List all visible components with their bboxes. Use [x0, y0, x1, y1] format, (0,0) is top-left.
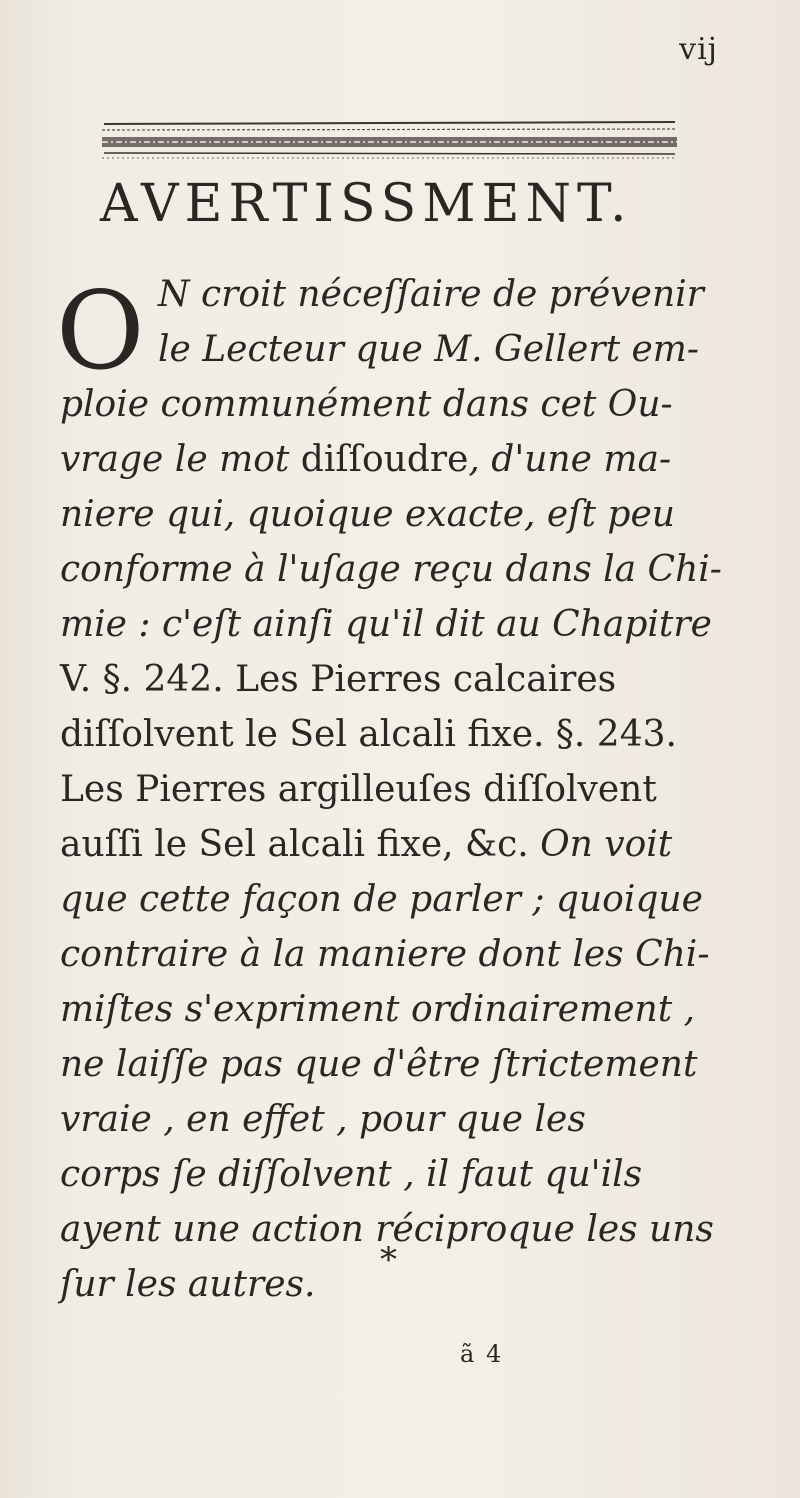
page-number: vij [679, 32, 718, 67]
signature-mark: ã 4 [460, 1340, 504, 1368]
text-line [60, 432, 750, 487]
text-segment: Les Pierres argilleuſes diſſolvent [60, 769, 657, 810]
text-segment: vrage le mot [60, 439, 301, 480]
text-segment: mie : c'eſt ainſi qu'il dit au Chapitre [60, 604, 712, 645]
text-segment: ploie communément dans cet Ou- [60, 384, 673, 425]
text-segment: miſtes s'expriment ordinairement , [60, 989, 696, 1030]
text-line [60, 322, 750, 377]
text-segment: ne laiſſe pas que d'être ſtrictement [60, 1044, 698, 1085]
text-line [60, 1257, 750, 1312]
text-segment: ayent une action réciproque les uns [60, 1209, 714, 1250]
text-line [60, 597, 750, 652]
text-line [60, 817, 750, 872]
text-line [60, 1147, 750, 1202]
text-segment: corps ſe diſſolvent , il faut qu'ils [60, 1154, 643, 1195]
text-segment: N croit néceſſaire de prévenir [158, 274, 704, 315]
text-line [60, 707, 750, 762]
text-line [60, 652, 750, 707]
text-line [60, 487, 750, 542]
text-segment: diſſoudre [300, 439, 469, 480]
asterisk-ornament: * [380, 1240, 397, 1280]
text-line [60, 1037, 750, 1092]
page-title: AVERTISSMENT. [100, 174, 633, 234]
text-line [60, 872, 750, 927]
text-segment: que cette façon de parler ; quoique [60, 879, 703, 920]
text-line [60, 927, 750, 982]
text-segment: le Lecteur que M. Gellert em- [158, 329, 700, 370]
text-line [60, 762, 750, 817]
text-segment: niere qui, quoique exacte, eſt peu [60, 494, 675, 535]
text-segment: auſſi le Sel alcali fixe, &c. [60, 824, 541, 865]
text-line [60, 542, 750, 597]
text-segment: contraire à la maniere dont les Chi- [60, 934, 710, 975]
text-segment: , d'une ma- [468, 439, 672, 480]
text-line [60, 982, 750, 1037]
text-line [60, 1202, 750, 1257]
drop-cap: O [56, 269, 145, 394]
text-line [60, 1092, 750, 1147]
text-segment: V. §. 242. Les Pierres calcaires [60, 659, 617, 700]
body-text [60, 267, 750, 1312]
text-line [60, 267, 750, 322]
text-segment: conforme à l'uſage reçu dans la Chi- [60, 549, 722, 590]
text-segment: vraie , en effet , pour que les [60, 1099, 586, 1140]
text-segment: ſur les autres. [60, 1264, 316, 1305]
headband-ornament [102, 118, 677, 160]
text-line [60, 377, 750, 432]
text-segment: On voit [540, 824, 673, 865]
text-segment: diſſolvent le Sel alcali fixe. §. 243. [60, 714, 677, 755]
